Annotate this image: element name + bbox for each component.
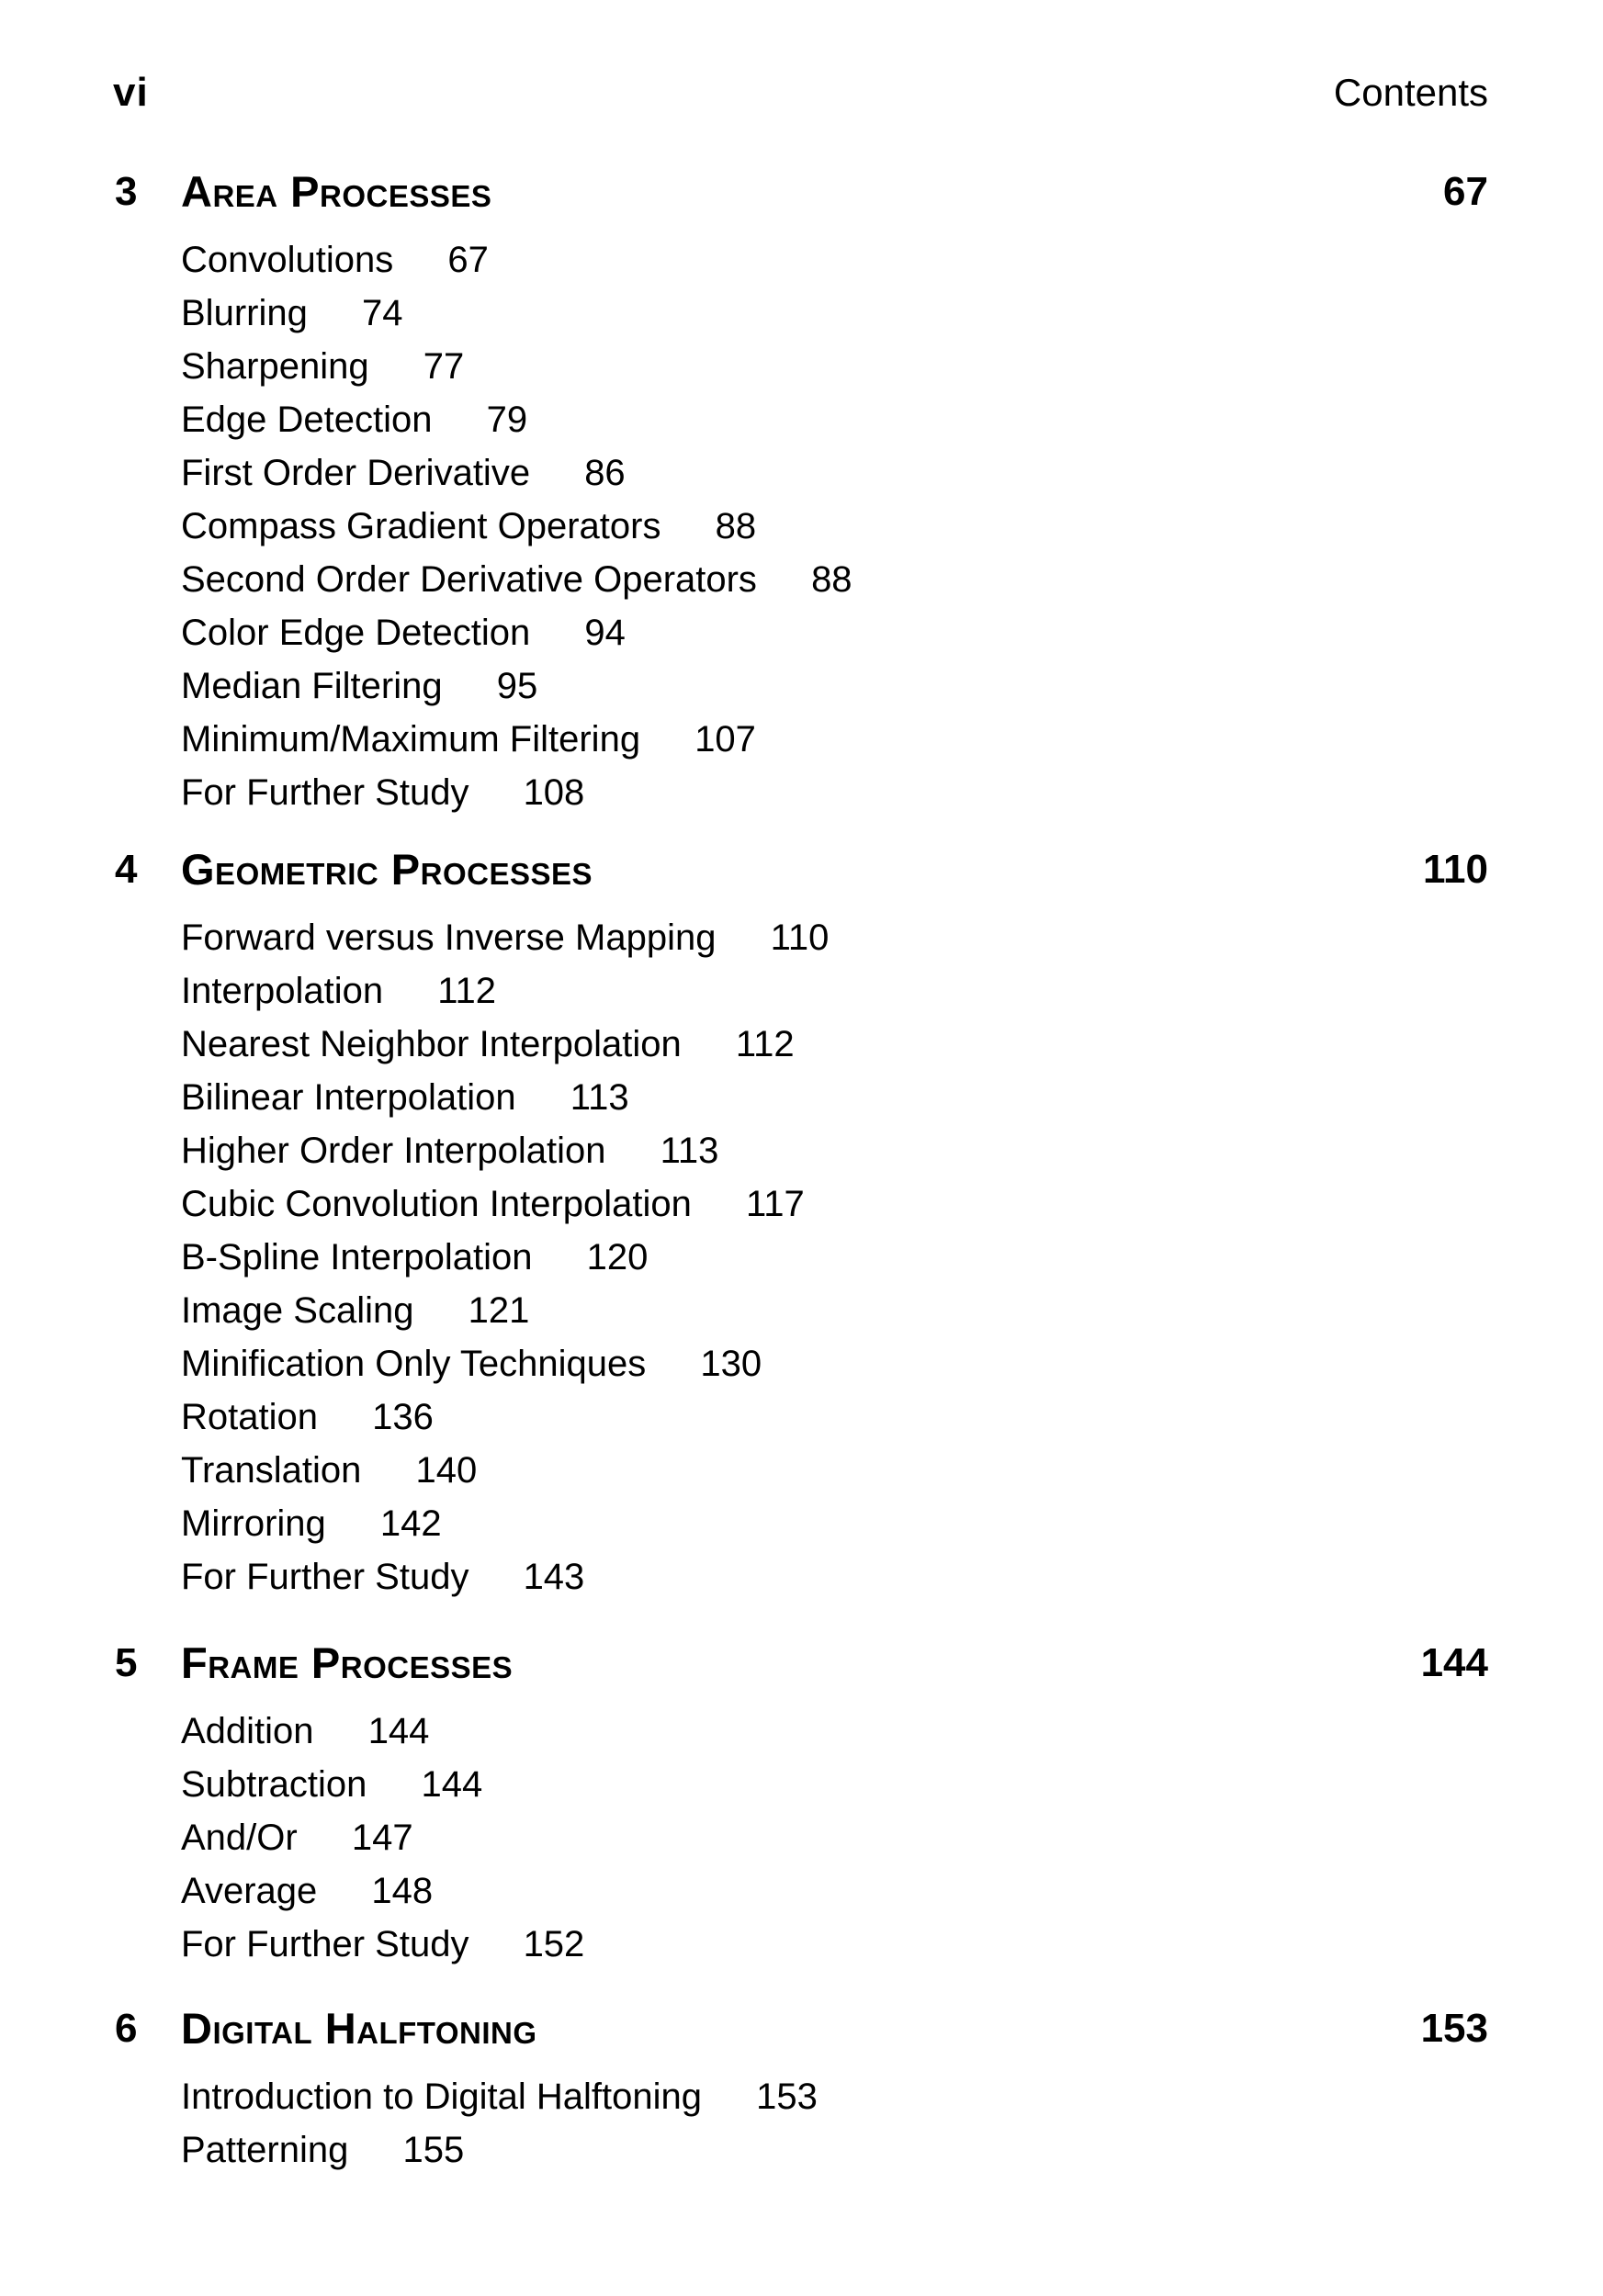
toc-item-page: 152	[523, 1924, 585, 1964]
chapter-page-number: 144	[1420, 1640, 1488, 1685]
toc-item	[181, 233, 1603, 287]
toc-item	[181, 713, 1603, 766]
toc-item-label: For Further Study	[181, 772, 469, 813]
toc-item-page: 79	[486, 400, 528, 440]
toc-item	[181, 393, 1603, 446]
chapter-page-number: 67	[1443, 169, 1488, 214]
toc-item-page: 112	[437, 971, 497, 1011]
toc-item-label: Introduction to Digital Halftoning	[181, 2077, 702, 2117]
toc-item-label: Translation	[181, 1450, 362, 1491]
toc-item-label: Mirroring	[181, 1503, 326, 1544]
toc-item-page: 95	[496, 666, 538, 706]
chapter-title: Geometric Processes	[181, 845, 593, 894]
running-head: Contents	[1333, 71, 1488, 114]
toc-item	[181, 766, 1603, 819]
toc-item-page: 144	[421, 1764, 483, 1805]
toc-item	[181, 1864, 1603, 1918]
toc-item-label: Minification Only Techniques	[181, 1344, 647, 1384]
toc-item-page: 144	[367, 1711, 430, 1751]
chapter-page-number: 110	[1423, 847, 1488, 892]
toc-item	[181, 1390, 1603, 1444]
toc-item	[181, 911, 1603, 964]
toc-item-label: Image Scaling	[181, 1290, 414, 1331]
running-header	[113, 70, 1488, 116]
toc-item-label: Rotation	[181, 1397, 318, 1437]
toc-item-label: For Further Study	[181, 1557, 469, 1597]
toc-item	[181, 500, 1603, 553]
toc-item-label: Higher Order Interpolation	[181, 1131, 606, 1171]
chapter-item-list	[0, 896, 1603, 1604]
toc-item-page: 140	[415, 1450, 478, 1491]
toc-item-label: Cubic Convolution Interpolation	[181, 1184, 692, 1224]
chapter-item-list	[0, 2055, 1603, 2177]
toc-item-label: Forward versus Inverse Mapping	[181, 917, 717, 958]
toc-item-page: 88	[715, 506, 757, 546]
toc-item-label: Color Edge Detection	[181, 613, 531, 653]
toc-item-page: 108	[523, 772, 585, 813]
toc-item-page: 94	[584, 613, 626, 653]
toc-item	[181, 964, 1603, 1018]
toc-item-page: 148	[371, 1871, 434, 1911]
toc-item	[181, 1550, 1603, 1604]
toc-item-label: Convolutions	[181, 240, 394, 280]
toc-item-label: Median Filtering	[181, 666, 443, 706]
chapter-heading-row	[0, 1637, 1603, 1690]
toc-item-label: Minimum/Maximum Filtering	[181, 719, 641, 760]
toc-item	[181, 446, 1603, 500]
toc-item-page: 88	[811, 559, 852, 600]
toc-section	[0, 2002, 1603, 2177]
chapter-heading-row	[0, 165, 1603, 219]
toc-item-page: 77	[423, 346, 465, 387]
toc-item-page: 143	[523, 1557, 585, 1597]
toc-item-label: B-Spline Interpolation	[181, 1237, 533, 1277]
toc-section	[0, 843, 1603, 1604]
toc-item	[181, 1018, 1603, 1071]
chapter-item-list	[0, 219, 1603, 819]
toc-item-page: 153	[756, 2077, 818, 2117]
chapter-title: Frame Processes	[181, 1638, 514, 1687]
chapter-title: Area Processes	[181, 167, 492, 216]
chapter-number: 5	[115, 1640, 138, 1685]
toc-item	[181, 1811, 1603, 1864]
toc-item-label: Interpolation	[181, 971, 384, 1011]
toc-item	[181, 1177, 1603, 1231]
toc-section	[0, 165, 1603, 819]
toc-item-label: For Further Study	[181, 1924, 469, 1964]
toc-item	[181, 1497, 1603, 1550]
toc-item-page: 113	[570, 1077, 629, 1118]
toc-item-label: Sharpening	[181, 346, 369, 387]
toc-item-page: 110	[770, 917, 830, 958]
toc-item	[181, 1124, 1603, 1177]
chapter-heading-row	[0, 2002, 1603, 2055]
toc-item-page: 67	[447, 240, 489, 280]
toc-item-label: Blurring	[181, 293, 308, 333]
toc-item-page: 121	[468, 1290, 530, 1331]
toc-item-label: Edge Detection	[181, 400, 433, 440]
toc-item-page: 113	[660, 1131, 719, 1171]
toc-item-page: 74	[361, 293, 403, 333]
toc-item	[181, 287, 1603, 340]
toc-item-page: 107	[694, 719, 756, 760]
toc-item	[181, 340, 1603, 393]
toc-item-label: Bilinear Interpolation	[181, 1077, 516, 1118]
toc-item	[181, 2070, 1603, 2123]
chapter-heading-row	[0, 843, 1603, 896]
chapter-item-list	[0, 1690, 1603, 1971]
toc-item	[181, 2123, 1603, 2177]
toc-item	[181, 1918, 1603, 1971]
chapter-page-number: 153	[1420, 2006, 1488, 2051]
toc-item	[181, 1705, 1603, 1758]
toc-section	[0, 1637, 1603, 1971]
toc-item-page: 147	[351, 1818, 413, 1858]
toc-item-page: 120	[586, 1237, 649, 1277]
toc-item	[181, 606, 1603, 659]
folio-page-number: vi	[113, 70, 149, 115]
toc-item-label: First Order Derivative	[181, 453, 531, 493]
toc-item-page: 130	[700, 1344, 762, 1384]
toc-item-label: And/Or	[181, 1818, 298, 1858]
toc-item	[181, 1758, 1603, 1811]
toc-item	[181, 1231, 1603, 1284]
toc-item-label: Second Order Derivative Operators	[181, 559, 757, 600]
toc-item-page: 155	[402, 2130, 465, 2170]
toc-item-page: 142	[379, 1503, 442, 1544]
toc-item	[181, 553, 1603, 606]
toc-item-label: Subtraction	[181, 1764, 367, 1805]
toc-item-page: 86	[584, 453, 626, 493]
toc-item	[181, 659, 1603, 713]
toc-item-label: Addition	[181, 1711, 314, 1751]
toc-item-label: Compass Gradient Operators	[181, 506, 661, 546]
toc-item	[181, 1444, 1603, 1497]
toc-item	[181, 1337, 1603, 1390]
toc-item-label: Patterning	[181, 2130, 349, 2170]
toc-item	[181, 1071, 1603, 1124]
chapter-number: 4	[115, 847, 138, 892]
toc-item-label: Average	[181, 1871, 318, 1911]
toc-item-page: 117	[746, 1184, 805, 1224]
chapter-title: Digital Halftoning	[181, 2004, 537, 2053]
toc-item-page: 112	[735, 1024, 795, 1064]
toc-item-label: Nearest Neighbor Interpolation	[181, 1024, 682, 1064]
chapter-number: 6	[115, 2006, 138, 2051]
chapter-number: 3	[115, 169, 138, 214]
toc-item-page: 136	[372, 1397, 434, 1437]
toc-item	[181, 1284, 1603, 1337]
